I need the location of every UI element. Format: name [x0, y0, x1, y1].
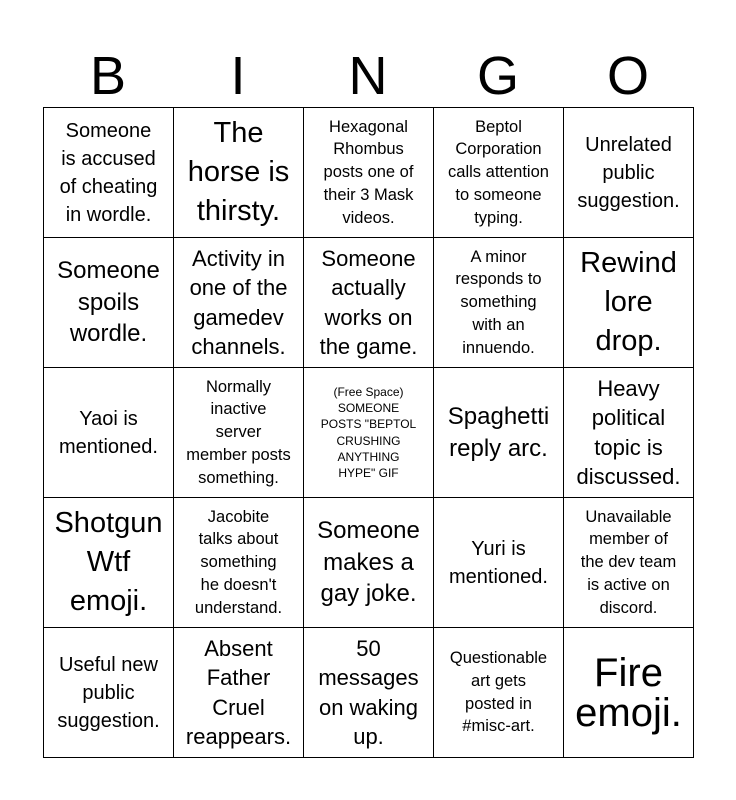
bingo-cell-r3-c1[interactable]	[44, 368, 174, 498]
cell-text: Someone makes a gay joke.	[317, 516, 420, 608]
bingo-cell-r5-c4[interactable]	[434, 628, 564, 758]
bingo-cell-r3-c5[interactable]	[564, 368, 694, 498]
cell-text: Activity in one of the gamedev channels.	[189, 246, 288, 359]
cell-text: Unavailable member of the dev team is active on discord.	[580, 507, 677, 617]
bingo-cell-r3-c2[interactable]	[174, 368, 304, 498]
bingo-cell-r1-c1[interactable]	[44, 108, 174, 238]
header-letter-b: B	[89, 46, 127, 106]
cell-text: Heavy political topic is discussed.	[576, 376, 681, 489]
bingo-cell-r1-c3[interactable]	[304, 108, 434, 238]
bingo-cell-r5-c3[interactable]	[304, 628, 434, 758]
cell-text: 50 messages on waking up.	[318, 636, 419, 749]
bingo-cell-free-space[interactable]	[304, 368, 434, 498]
cell-text: Jacobite talks about something he doesn't understand.	[194, 507, 283, 617]
cell-text: Someone actually works on the game.	[319, 246, 418, 359]
cell-text: Fire emoji.	[575, 650, 682, 735]
cell-text: Someone is accused of cheating in wordle.	[59, 119, 158, 226]
bingo-cell-r4-c3[interactable]	[304, 498, 434, 628]
bingo-cell-r4-c1[interactable]	[44, 498, 174, 628]
cell-text: Someone spoils wordle.	[57, 256, 160, 348]
bingo-cell-r2-c5[interactable]	[564, 238, 694, 368]
cell-text: Beptol Corporation calls attention to someone typing.	[448, 117, 549, 227]
header-letter-i: I	[230, 46, 246, 106]
cell-text: Unrelated public suggestion.	[577, 133, 680, 212]
bingo-cell-r4-c5[interactable]	[564, 498, 694, 628]
bingo-cell-r5-c5[interactable]	[564, 628, 694, 758]
cell-text: Absent Father Cruel reappears.	[185, 636, 292, 749]
bingo-cell-r2-c4[interactable]	[434, 238, 564, 368]
cell-text: The horse is thirsty.	[187, 116, 290, 228]
bingo-cell-r2-c3[interactable]	[304, 238, 434, 368]
bingo-header	[43, 44, 693, 108]
header-letter-g: G	[476, 46, 519, 106]
bingo-cell-r1-c2[interactable]	[174, 108, 304, 238]
cell-text: Rewind lore drop.	[580, 246, 677, 358]
bingo-cell-r4-c4[interactable]	[434, 498, 564, 628]
cell-text: A minor responds to something with an innuendo.	[455, 247, 542, 357]
bingo-cell-r5-c2[interactable]	[174, 628, 304, 758]
header-letter-o: O	[606, 46, 649, 106]
bingo-grid	[43, 107, 694, 758]
bingo-cell-r1-c4[interactable]	[434, 108, 564, 238]
cell-text: Yuri is mentioned.	[449, 537, 548, 588]
header-letter-n: N	[348, 46, 388, 106]
cell-text: Normally inactive server member posts something.	[186, 377, 291, 487]
cell-text: Hexagonal Rhombus posts one of their 3 Mask videos.	[323, 117, 414, 227]
cell-text: Shotgun Wtf emoji.	[54, 506, 163, 618]
bingo-cell-r2-c2[interactable]	[174, 238, 304, 368]
bingo-cell-r1-c5[interactable]	[564, 108, 694, 238]
bingo-cell-r3-c4[interactable]	[434, 368, 564, 498]
cell-text: Questionable art gets posted in #misc-art.	[449, 648, 548, 736]
bingo-cell-r2-c1[interactable]	[44, 238, 174, 368]
cell-text: Useful new public suggestion.	[57, 653, 160, 732]
cell-text: Yaoi is mentioned.	[59, 407, 158, 458]
cell-text: Spaghetti reply arc.	[447, 402, 550, 462]
bingo-cell-r5-c1[interactable]	[44, 628, 174, 758]
cell-text: (Free Space) SOMEONE POSTS "BEPTOL CRUSHING ANYTHING HYPE" GIF	[320, 384, 417, 480]
bingo-cell-r4-c2[interactable]	[174, 498, 304, 628]
